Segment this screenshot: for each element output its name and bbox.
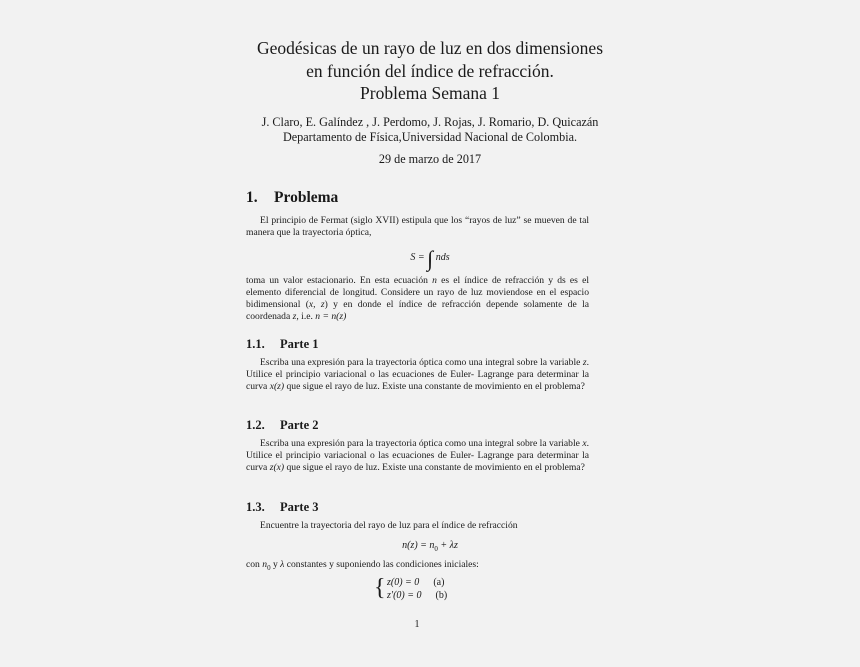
text-fragment: que sigue el rayo de luz. Existe una constante de movimiento en el problema? bbox=[284, 381, 585, 393]
paragraph-stationary bbox=[246, 275, 589, 323]
math-z: z bbox=[292, 311, 297, 323]
title-line-1: Geodésicas de un rayo de luz en dos dimensiones bbox=[256, 38, 604, 58]
equation-optical-path bbox=[0, 246, 860, 272]
page-number: 1 bbox=[414, 619, 420, 630]
text-fragment: . Utilice el principio variacional o las ecuaciones de Euler- Lagrange para determinar la curva bbox=[246, 438, 589, 474]
text-fragment: con bbox=[246, 559, 263, 570]
paragraph-parte-1 bbox=[246, 357, 589, 393]
eq-rhs: nds bbox=[435, 252, 450, 263]
case-label: (a) bbox=[433, 577, 445, 588]
math-subscript: 0 bbox=[267, 563, 271, 572]
subsection-heading-parte-1 bbox=[246, 337, 319, 352]
text-fragment: que sigue el rayo de luz. Existe una constante de movimiento en el problema? bbox=[284, 462, 585, 474]
text-fragment: , i.e. bbox=[296, 311, 316, 323]
text-fragment: Escriba una expresión para la trayectoria óptica como una integral sobre la variable bbox=[260, 357, 583, 368]
math-n-of-z: n = n(z) bbox=[315, 311, 347, 323]
section-heading-problema bbox=[246, 189, 338, 207]
eq-rhs: + λz bbox=[437, 540, 458, 551]
text-fragment: . Utilice el principio variacional o las ecuaciones de Euler- Lagrange para determinar la curva bbox=[246, 357, 589, 393]
subsection-heading-parte-3 bbox=[246, 500, 319, 515]
math-xz: x, z bbox=[308, 299, 325, 311]
text-fragment: y bbox=[270, 559, 281, 570]
left-brace: { bbox=[374, 575, 386, 601]
author-affiliation: Departamento de Física,Universidad Nacional de Colombia. bbox=[282, 130, 578, 144]
section-number: 1. bbox=[246, 189, 258, 206]
subsection-title: Parte 3 bbox=[280, 500, 319, 514]
case-label: (b) bbox=[435, 589, 448, 601]
math-curve: x(z) bbox=[269, 381, 285, 393]
math-curve: z(x) bbox=[269, 462, 285, 474]
section-title: Problema bbox=[274, 189, 339, 206]
math-lambda: λ bbox=[280, 559, 285, 570]
document-date: 29 de marzo de 2017 bbox=[378, 152, 482, 166]
subsection-number: 1.1. bbox=[246, 337, 265, 351]
math-n: n bbox=[262, 559, 268, 570]
math-var: x bbox=[582, 438, 587, 449]
case-equation: z(0) = 0 bbox=[387, 577, 420, 588]
text-fragment: es el índice de refracción y ds es el elemento diferencial de longitud. Considere un rayo de luz moviendose en el espacio bidimensional ( bbox=[246, 275, 589, 311]
equation-refraction-index bbox=[0, 540, 860, 553]
paragraph-fermat bbox=[246, 215, 589, 239]
eq-lhs: S = bbox=[410, 252, 425, 263]
math-var: z bbox=[582, 357, 587, 368]
paragraph-text: El principio de Fermat (siglo XVII) estipula que los “rayos de luz” se mueven de tal manera que la trayectoria óptica, bbox=[246, 215, 589, 239]
subsection-number: 1.3. bbox=[246, 500, 265, 514]
eq-lhs: n(z) = n bbox=[402, 540, 435, 551]
text-fragment: Encuentre la trayectoria del rayo de luz para el índice de refracción bbox=[260, 520, 518, 531]
paragraph-conditions bbox=[246, 559, 589, 574]
text-fragment: constantes y suponiendo las condiciones iniciales: bbox=[284, 559, 479, 570]
text-fragment: Escriba una expresión para la trayectoria óptica como una integral sobre la variable bbox=[260, 438, 583, 449]
text-fragment: ) y en donde el índice de refracción depende solamente de la coordenada bbox=[246, 299, 589, 323]
subsection-title: Parte 2 bbox=[280, 418, 319, 432]
math-n: n bbox=[432, 275, 437, 286]
subsection-title: Parte 1 bbox=[280, 337, 319, 351]
paragraph-parte-2 bbox=[246, 438, 589, 474]
title-line-3: Problema Semana 1 bbox=[360, 83, 500, 103]
integral-sign: ∫ bbox=[427, 246, 434, 271]
case-equation: z′(0) = 0 bbox=[387, 589, 422, 601]
eq-subscript: 0 bbox=[434, 545, 438, 553]
title-line-2: en función del índice de refracción. bbox=[306, 61, 554, 81]
subsection-heading-parte-2 bbox=[246, 418, 319, 433]
paragraph-parte-3 bbox=[246, 520, 589, 532]
subsection-number: 1.2. bbox=[246, 418, 265, 432]
text-fragment: toma un valor estacionario. En esta ecuación bbox=[246, 275, 433, 286]
author-names: J. Claro, E. Galíndez , J. Perdomo, J. Rojas, J. Romario, D. Quicazán bbox=[261, 115, 599, 129]
initial-conditions-cases bbox=[374, 577, 447, 602]
